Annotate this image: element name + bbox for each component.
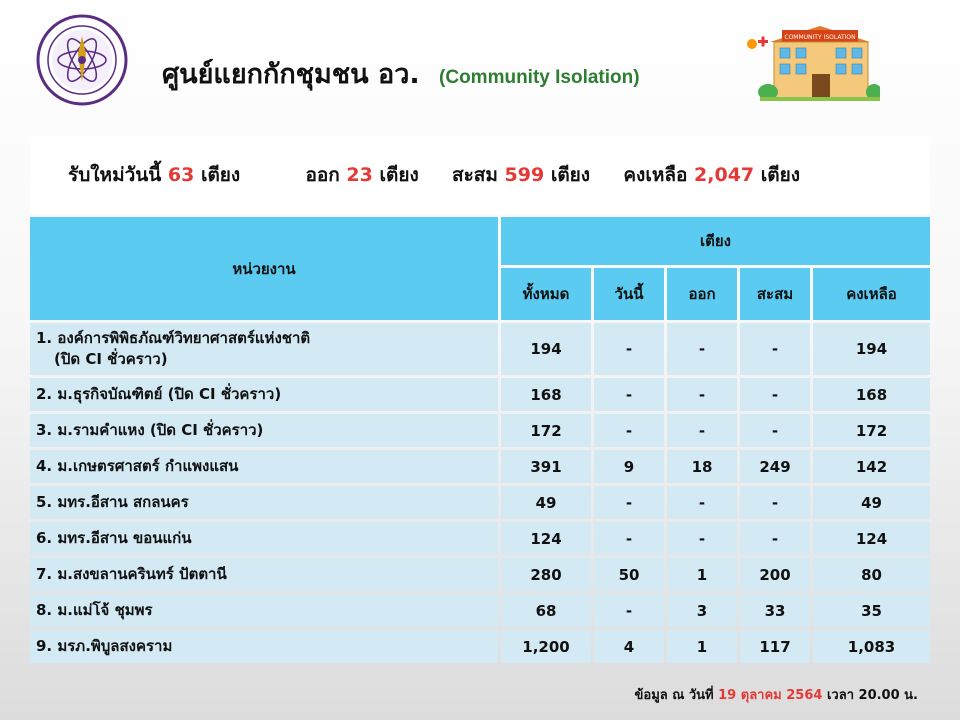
cumulative-cell: - <box>740 323 810 375</box>
unit-name: 2. ม.ธุรกิจบัณฑิตย์ (ปิด CI ชั่วคราว) <box>30 378 498 411</box>
col-header-remaining: คงเหลือ <box>813 268 930 320</box>
col-header-today: วันนี้ <box>594 268 664 320</box>
cumulative-value: 599 <box>504 164 545 186</box>
today-cell: - <box>594 486 664 519</box>
out-cell: - <box>667 323 737 375</box>
today-cell: - <box>594 522 664 555</box>
footnote-date: 19 ตุลาคม 2564 <box>718 688 823 703</box>
page-title <box>162 52 640 95</box>
unit-name: 9. มรภ.พิบูลสงคราม <box>30 630 498 663</box>
today-cell: 4 <box>594 630 664 663</box>
discharged-value: 23 <box>346 164 373 186</box>
cumulative-label: สะสม <box>451 164 498 186</box>
total-cell: 68 <box>501 594 591 627</box>
unit-note: (ปิด CI ชั่วคราว) <box>54 350 168 368</box>
remaining-cell: 142 <box>813 450 930 483</box>
remaining-cell: 49 <box>813 486 930 519</box>
unit-name: 8. ม.แม่โจ้ ชุมพร <box>30 594 498 627</box>
unit-name: 7. ม.สงขลานครินทร์ ปัตตานี <box>30 558 498 591</box>
footnote-time: เวลา 20.00 น. <box>826 688 918 703</box>
total-cell: 391 <box>501 450 591 483</box>
out-cell: 18 <box>667 450 737 483</box>
today-cell: - <box>594 594 664 627</box>
summary-panel <box>30 136 930 214</box>
table-row <box>30 414 930 447</box>
today-cell: 50 <box>594 558 664 591</box>
remaining-cell: 80 <box>813 558 930 591</box>
cumulative-cell: - <box>740 522 810 555</box>
unit-column-header: หน่วยงาน <box>30 217 498 320</box>
unit-name: 3. ม.รามคำแหง (ปิด CI ชั่วคราว) <box>30 414 498 447</box>
table-row <box>30 558 930 591</box>
col-header-cumulative: สะสม <box>740 268 810 320</box>
discharged-unit: เตียง <box>379 164 419 186</box>
title-english: (Community Isolation) <box>439 67 640 88</box>
summary-line <box>68 160 800 190</box>
cumulative-unit: เตียง <box>550 164 591 186</box>
new-today-unit: เตียง <box>200 164 241 186</box>
table-row <box>30 486 930 519</box>
today-cell: - <box>594 414 664 447</box>
unit-name-cell <box>30 323 498 375</box>
isolation-building-illustration <box>740 24 880 104</box>
col-header-total: ทั้งหมด <box>501 268 591 320</box>
bed-table <box>27 214 933 666</box>
out-cell: - <box>667 414 737 447</box>
cumulative-cell: - <box>740 378 810 411</box>
cumulative-cell: - <box>740 486 810 519</box>
remaining-cell: 194 <box>813 323 930 375</box>
remaining-cell: 35 <box>813 594 930 627</box>
unit-name: 5. มทร.อีสาน สกลนคร <box>30 486 498 519</box>
new-today-label: รับใหม่วันนี้ <box>68 164 162 186</box>
total-cell: 1,200 <box>501 630 591 663</box>
remaining-value: 2,047 <box>694 164 755 186</box>
table-row <box>30 378 930 411</box>
total-cell: 194 <box>501 323 591 375</box>
table-row <box>30 522 930 555</box>
ministry-seal-logo <box>36 14 128 106</box>
out-cell: 1 <box>667 558 737 591</box>
today-cell: 9 <box>594 450 664 483</box>
table-row <box>30 450 930 483</box>
col-header-out: ออก <box>667 268 737 320</box>
table-row <box>30 323 930 375</box>
remaining-cell: 172 <box>813 414 930 447</box>
cumulative-cell: 200 <box>740 558 810 591</box>
cumulative-cell: - <box>740 414 810 447</box>
total-cell: 168 <box>501 378 591 411</box>
today-cell: - <box>594 378 664 411</box>
discharged-label: ออก <box>305 164 340 186</box>
remaining-cell: 1,083 <box>813 630 930 663</box>
beds-group-header: เตียง <box>501 217 930 265</box>
new-today-value: 63 <box>167 164 195 186</box>
total-cell: 49 <box>501 486 591 519</box>
out-cell: 3 <box>667 594 737 627</box>
unit-name: 6. มทร.อีสาน ขอนแก่น <box>30 522 498 555</box>
out-cell: - <box>667 522 737 555</box>
remaining-label: คงเหลือ <box>623 164 688 186</box>
remaining-cell: 124 <box>813 522 930 555</box>
out-cell: - <box>667 486 737 519</box>
total-cell: 172 <box>501 414 591 447</box>
out-cell: 1 <box>667 630 737 663</box>
out-cell: - <box>667 378 737 411</box>
building-sign: COMMUNITY ISOLATION <box>784 34 856 41</box>
bed-table-container <box>30 214 930 666</box>
cumulative-cell: 249 <box>740 450 810 483</box>
unit-name: 4. ม.เกษตรศาสตร์ กำแพงแสน <box>30 450 498 483</box>
cumulative-cell: 33 <box>740 594 810 627</box>
today-cell: - <box>594 323 664 375</box>
table-row <box>30 630 930 663</box>
table-row <box>30 594 930 627</box>
unit-name: 1. องค์การพิพิธภัณฑ์วิทยาศาสตร์แห่งชาติ <box>36 329 311 347</box>
cumulative-cell: 117 <box>740 630 810 663</box>
data-timestamp-note <box>635 684 919 705</box>
remaining-unit: เตียง <box>760 164 801 186</box>
total-cell: 124 <box>501 522 591 555</box>
title-thai: ศูนย์แยกกักชุมชน อว. <box>162 59 420 90</box>
remaining-cell: 168 <box>813 378 930 411</box>
total-cell: 280 <box>501 558 591 591</box>
footnote-prefix: ข้อมูล ณ วันที่ <box>634 688 714 703</box>
